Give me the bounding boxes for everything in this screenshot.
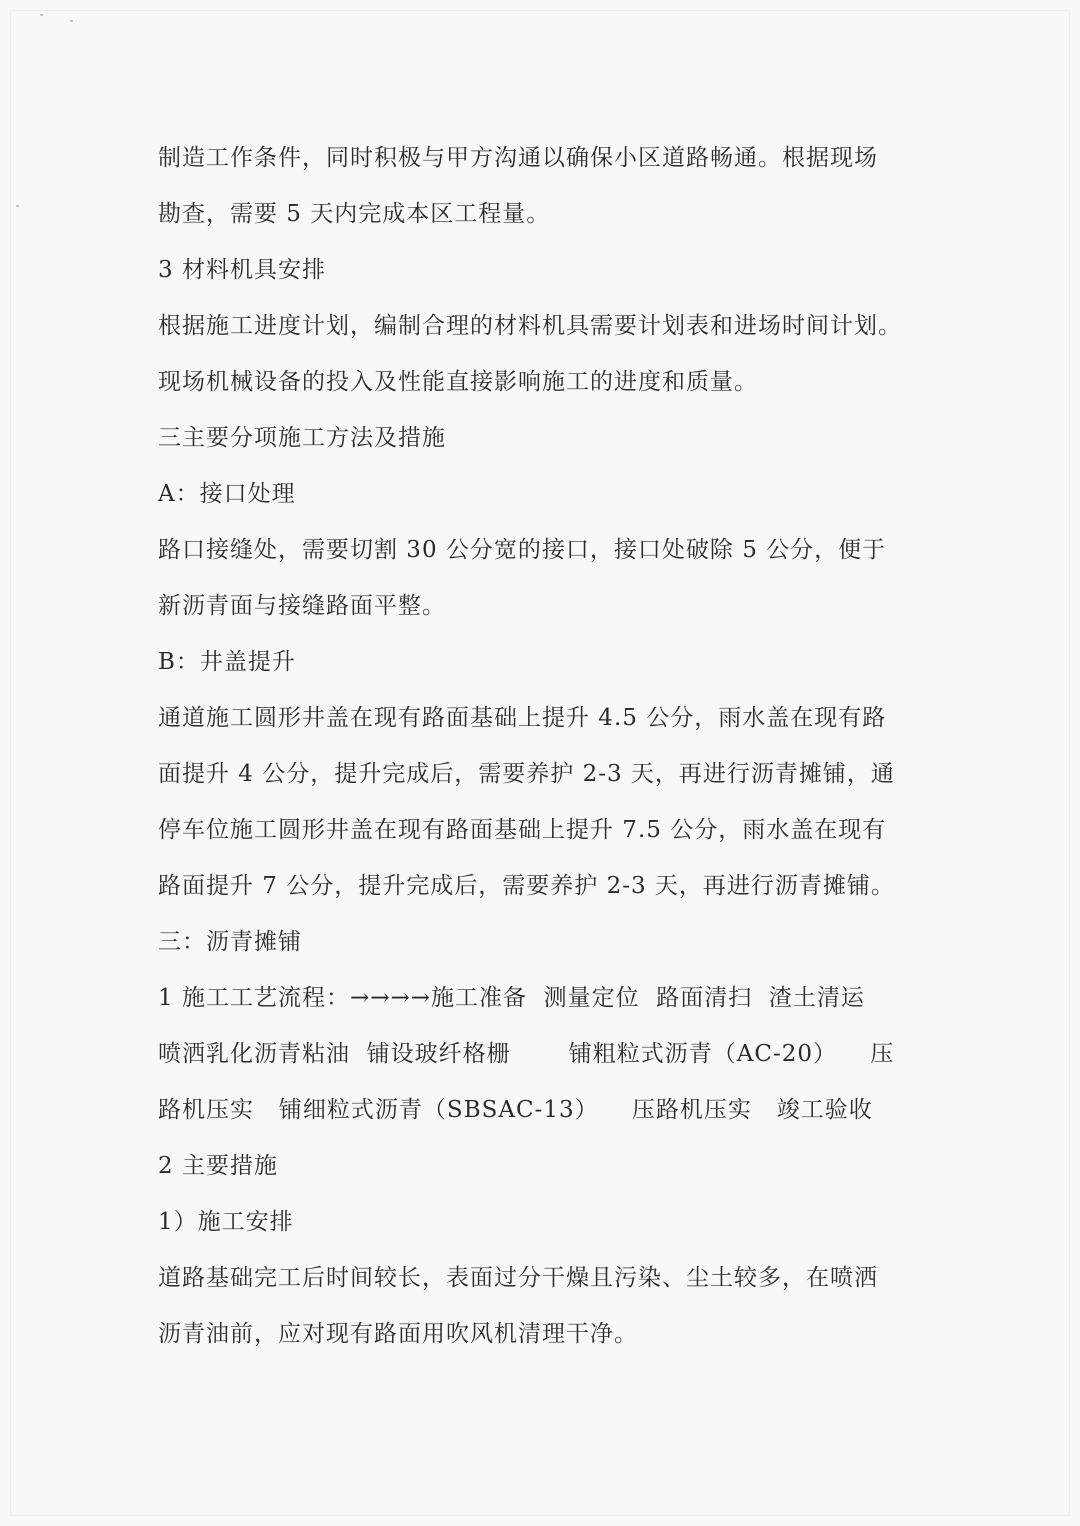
subsection-heading: B：井盖提升	[158, 649, 296, 675]
scan-speck	[40, 14, 43, 16]
text-line: 停车位施工圆形井盖在现有路面基础上提升 7.5 公分，雨水盖在现有	[158, 817, 887, 843]
text-line: 1 施工工艺流程：→→→→施工准备 测量定位 路面清扫 渣土清运	[158, 985, 865, 1011]
subsection-heading: A：接口处理	[158, 481, 296, 507]
section-heading: 三：沥青摊铺	[158, 929, 302, 955]
text-line: 面提升 4 公分，提升完成后，需要养护 2-3 天，再进行沥青摊铺，通	[158, 761, 895, 787]
text-line: 路机压实 铺细粒式沥青（SBSAC-13） 压路机压实 竣工验收	[158, 1097, 873, 1123]
text-line: 喷洒乳化沥青粘油 铺设玻纤格栅 铺粗粒式沥青（AC-20） 压	[158, 1041, 895, 1067]
scan-speck	[16, 205, 19, 207]
text-line: 沥青油前，应对现有路面用吹风机清理干净。	[158, 1321, 638, 1347]
text-line: 道路基础完工后时间较长，表面过分干燥且污染、尘土较多，在喷洒	[158, 1265, 878, 1291]
text-line: 路口接缝处，需要切割 30 公分宽的接口，接口处破除 5 公分，便于	[158, 537, 887, 563]
text-line: 勘查，需要 5 天内完成本区工程量。	[158, 201, 551, 227]
text-line: 新沥青面与接缝路面平整。	[158, 593, 446, 619]
subsection-heading: 1）施工安排	[158, 1209, 294, 1235]
text-line: 制造工作条件，同时积极与甲方沟通以确保小区道路畅通。根据现场	[158, 145, 878, 171]
document-body	[158, 130, 928, 1362]
section-heading: 3 材料机具安排	[158, 257, 326, 283]
text-line: 路面提升 7 公分，提升完成后，需要养护 2-3 天，再进行沥青摊铺。	[158, 873, 895, 899]
scan-speck	[70, 20, 73, 22]
section-heading: 2 主要措施	[158, 1153, 278, 1179]
text-line: 根据施工进度计划，编制合理的材料机具需要计划表和进场时间计划。	[158, 313, 902, 339]
text-line: 通道施工圆形井盖在现有路面基础上提升 4.5 公分，雨水盖在现有路	[158, 705, 887, 731]
section-heading: 三主要分项施工方法及措施	[158, 425, 446, 451]
text-line: 现场机械设备的投入及性能直接影响施工的进度和质量。	[158, 369, 758, 395]
